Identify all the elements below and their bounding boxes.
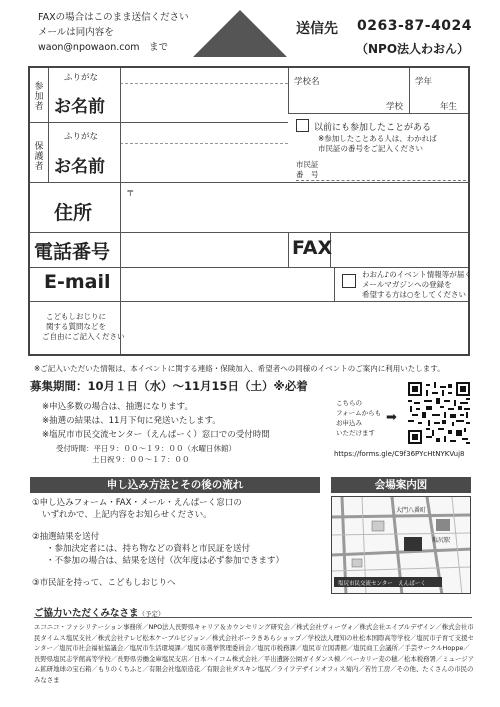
citizen-card-label-2: 番 号 [296,170,319,179]
coop-subtitle: （予定） [138,610,165,618]
participant-label: 参加者 [34,82,44,112]
email-label: E-mail [44,271,111,293]
guardian-furigana-label: ふりがな [64,132,99,142]
qr-caption [336,398,381,438]
send-to-label: 送信先 [296,21,338,37]
participant-name-field[interactable] [122,86,286,120]
arrow-right-icon: ➡ [386,410,397,425]
phone-field[interactable] [122,234,286,265]
flow-title: 申し込み方法とその後の流れ [30,477,320,493]
prev-note-2: 市民証の番号をご記入ください [318,144,423,153]
fax-instructions [38,10,189,55]
newsletter-note-1: わおん♪のイベント情報等が届く [362,270,472,279]
map-title: 会場案内図 [331,477,471,493]
form-url-link[interactable]: https://forms.gle/C9f36PYcHtNYKVuj8 [334,450,465,458]
coop-title-text: ご協力いただくみなさま [34,608,139,619]
hours-weekend: 土日祝９：００～１７：００ [92,455,190,464]
flow-steps [32,497,284,589]
email-field[interactable] [122,269,332,299]
guardian-label: 保護者 [34,142,44,172]
step-1a: ①申し込みフォーム・FAX・メール・えんぱーく窓口の [32,498,242,508]
send-org: （NPO法人わおん） [356,42,470,56]
recruit-note: ※抽選の結果は、11月下旬に発送いたします。 [42,416,221,426]
recruit-period: 募集期間：10月１日（水）～11月15日（土）※必着 [30,379,308,393]
participant-name-label: お名前 [54,97,105,117]
qr-caption-line: フォームからも [336,409,382,417]
application-form [28,66,470,356]
prev-note-1: ※参加したことある人は、わかれば [318,134,437,143]
fax-line-3: waon@npowaon.com まで [38,42,169,53]
fax-field[interactable] [332,234,466,265]
venue-map [331,496,471,594]
map-label-venue: 塩尻市民交流センター えんぱーく [338,581,426,587]
send-phone: 0263-87-4024 [357,18,473,34]
prev-participation-label: 以前にも参加したことがある [314,123,432,133]
recruit-notes [42,400,270,442]
newsletter-note-3: 希望する方は○をしてください [362,290,467,299]
prev-participation-checkbox[interactable] [296,119,309,132]
grade-label: 学年 [415,77,433,87]
school-suffix: 学校 [386,102,404,112]
reception-hours [56,443,236,465]
guardian-furigana-field[interactable] [122,126,286,142]
phone-label: 電話番号 [34,241,111,263]
question-label-3: ご自由にご記入ください [42,332,125,341]
newsletter-checkbox[interactable] [342,274,356,288]
participant-furigana-field[interactable] [122,68,286,82]
newsletter-note-2: メールマガジンへの登録を [362,280,452,289]
question-label-1: こどもしおじりに [46,312,106,321]
address-label: 住所 [54,202,93,224]
coop-list: エコニコ・ファシリテーション事務所／NPO法人長野県キャリア＆カウンセリング研究会／株式会社ヴィーヴォ／株式会社エイブルデザイン／株式会社市民タイムス塩尻支社／株式会社テレビ松本ケーブルビジョン／株式会社ボーラきあらショップ／学校法人理知の杜松本国際高等学校／塩尻市子育て支援センター／塩尻市社会福祉協議会／塩尻市生活環境課／塩尻市選挙管理委員会／塩尻市税務課／塩尻市立図書館／塩尻商工会議所／手芸サークルHoppe／長野県塩尻志学館高等学校／長野県労働金庫塩尻支店／日本ハイコム株式会社／平出遺跡公園ガイダンス棟／ベーカリー麦の穂／松本税務署／ミュージアム鉱研地球の宝石箱／もりのくちふと／有限会社塩原造花／有限会社ダスキン塩尻／ライフデザインオフィス菊内／若竹工房／その他、たくさんの市民のみなさま [34,623,474,684]
qr-code[interactable] [408,382,470,444]
participant-furigana-label: ふりがな [64,73,99,83]
fax-line-2: メールは同内容を [38,27,114,38]
guardian-name-field[interactable] [122,146,286,180]
step-2: ②抽選結果を送付 [32,532,100,542]
question-label-2: 関する質問などを [46,322,106,331]
privacy-note: ※ご記入いただいた情報は、本イベントに関する連絡・保険加入、希望者への同様のイベントのご案内に利用いたします。 [34,364,445,373]
qr-caption-line: お申込み [336,419,362,427]
postal-mark: 〒 [126,189,135,199]
coop-divider [34,617,472,618]
map-label-station: 塩尻駅 [432,537,451,544]
qr-caption-line: こちらの [336,399,362,407]
step-2a: ・参加決定者には、持ち物などの資料と市民証を送付 [46,544,251,554]
recruit-note: ※申込多数の場合は、抽選になります。 [42,402,193,412]
guardian-name-label: お名前 [54,157,105,177]
school-name-label: 学校名 [294,77,320,87]
fax-line-1: FAXの場合はこのまま送信ください [38,12,189,23]
step-3: ③市民証を持って、こどもしおじりへ [32,578,176,588]
map-label-daimon: 大門八番町 [396,507,427,514]
address-field[interactable] [122,184,466,230]
triangle-mark [193,10,287,57]
citizen-card-label-1: 市民証 [296,160,319,169]
qr-caption-line: いただけます [336,429,375,437]
grade-suffix: 年生 [440,102,458,112]
fax-label: FAX [292,237,333,259]
step-1b: いずれかで、上記内容をお知らせください。 [42,510,212,520]
hours-weekday: 受付時間：平日９：００～１９：００（水曜日休館） [56,444,236,453]
recruit-note: ※塩尻市市民交流センター（えんぱーく）窓口での受付時間 [42,430,270,440]
step-2b: ・不参加の場合は、結果を送付（次年度は必ず参加できます） [46,556,285,566]
question-field[interactable] [122,303,466,353]
